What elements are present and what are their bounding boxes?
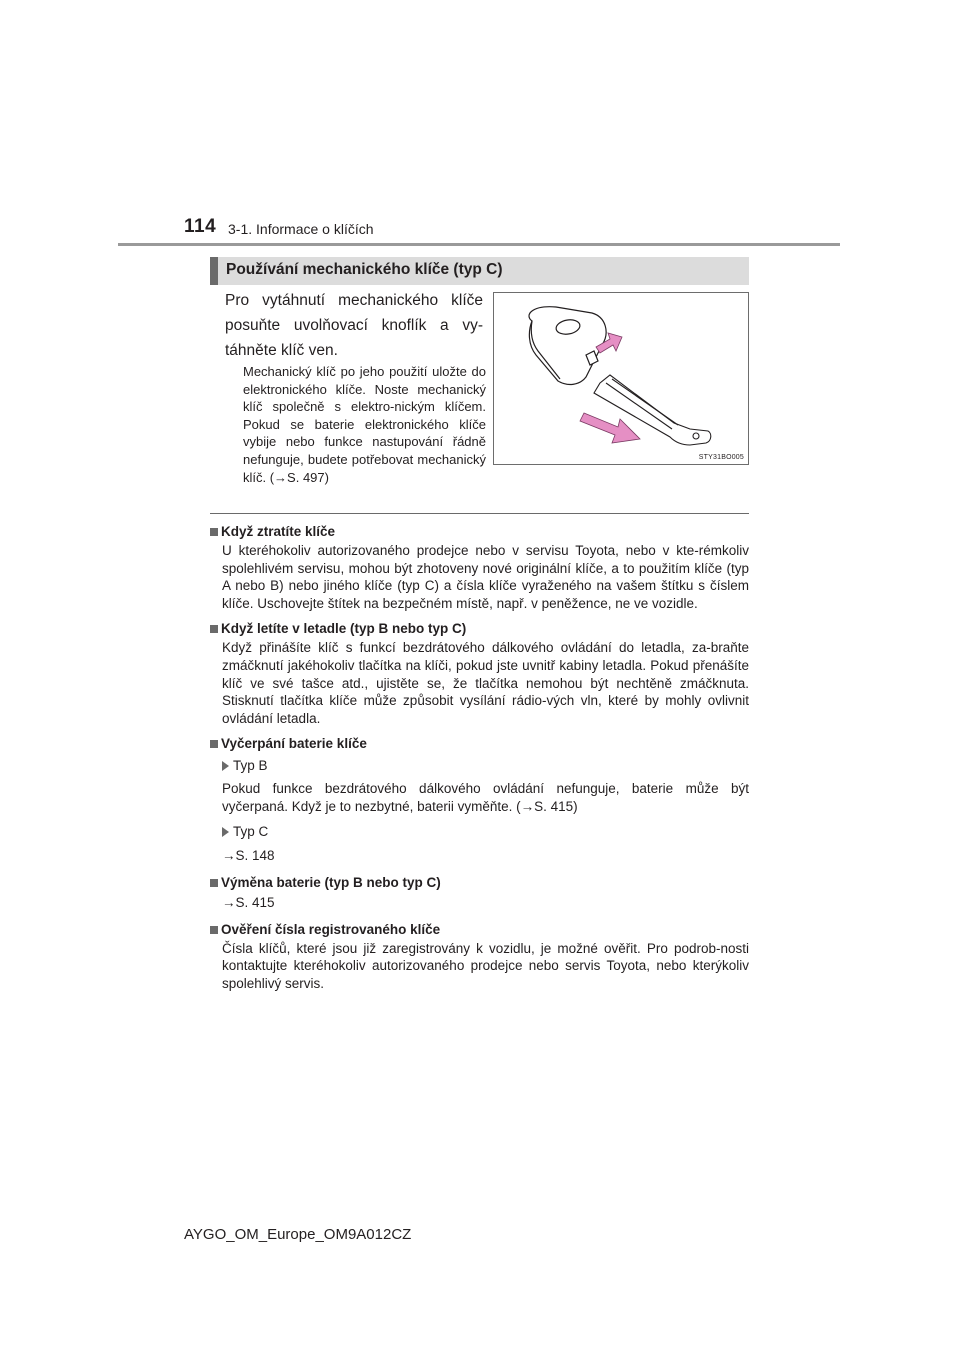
sub-label-type-b: Typ B	[233, 758, 268, 774]
item-reference[interactable]: →S. 415	[222, 894, 275, 910]
item-battery-depletion	[210, 734, 749, 865]
item-title: Když ztratíte klíče	[221, 524, 336, 539]
page-number: 114	[184, 216, 217, 237]
item-key-number-check	[210, 920, 749, 993]
bullet-square-icon	[210, 926, 218, 934]
item-lost-keys	[210, 522, 749, 612]
pull-arrow-icon	[580, 413, 640, 443]
mechanical-key	[594, 375, 711, 445]
bullet-square-icon	[210, 879, 218, 887]
section-heading	[210, 257, 749, 285]
item-title: Výměna baterie (typ B nebo typ C)	[221, 874, 441, 890]
item-airplane	[210, 619, 749, 727]
section-divider	[210, 513, 749, 514]
content	[210, 519, 749, 992]
item-title: Ověření čísla registrovaného klíče	[221, 921, 441, 937]
key-fob	[529, 307, 606, 385]
footer-doc-id: AYGO_OM_Europe_OM9A012CZ	[184, 1226, 412, 1243]
header-rule	[118, 243, 840, 246]
item-reference[interactable]: →S. 148	[222, 847, 275, 863]
item-paragraph: Když přinášíte klíč s funkcí bezdrátového dálkového ovládání do letadla, za-braňte zmáčknutí jakéhokoliv tlačítka na klíči, pokud jste uvnitř kabiny letadla. Pokud přenášíte klíč ve své tašce atd., ujistěte se, že tlačítka nemohou být nechtěně zmáčknuta. Stisknutí tlačítka klíče může způsobit vysílání rádio-vých vln, které by mohly ovlivnit ovládání letadla.	[222, 640, 749, 726]
intro-note: Mechanický klíč po jeho použití uložte do elektronického klíče. Noste mechanický klíč společně s elektro-nickým klíčem. Pokud se baterie elektronického klíče vybije nebo funkce nastupování řádně nefunguje, budete potřebovat mechanický klíč. (→S. 497)	[243, 364, 486, 485]
triangle-bullet-icon	[222, 761, 229, 771]
sub-label-type-c: Typ C	[233, 823, 269, 839]
bullet-square-icon	[210, 740, 218, 748]
item-title: Když letíte v letadle (typ B nebo typ C)	[221, 621, 467, 637]
bullet-square-icon	[210, 625, 218, 633]
bullet-square-icon	[210, 528, 218, 536]
section-title: Používání mechanického klíče (typ C)	[226, 261, 503, 278]
item-battery-replacement	[210, 873, 749, 913]
item-paragraph: Pokud funkce bezdrátového dálkového ovládání nefunguje, baterie může být vyčerpaná. Když je to nezbytné, baterii vyměňte. (→S. 415)	[222, 781, 749, 814]
intro-text: Pro vytáhnutí mechanického klíče posuňte uvolňovací knoflík a vy-táhněte klíč ven.	[225, 292, 483, 359]
item-title: Vyčerpání baterie klíče	[221, 736, 367, 752]
key-illustration	[494, 293, 750, 466]
chapter-title: 3-1. Informace o klíčích	[228, 221, 374, 237]
key-figure	[493, 292, 749, 465]
item-paragraph: Čísla klíčů, které jsou již zaregistrovány k vozidlu, je možné ověřit. Pro podrob-nosti kontaktujte kteréhokoliv autorizovaného prodejce nebo servis Toyota, nebo kterýkoliv spolehlivý servis.	[222, 940, 749, 991]
item-paragraph: U kteréhokoliv autorizovaného prodejce nebo v servisu Toyota, nebo v kte-rémkoliv spolehlivém servisu, mohou být zhotoveny nové originální klíče, a to použitím klíče (typ A nebo B) nebo jiného klíče (typ C) a čísla klíče vyraženého na vašem štítku s číslem klíče. Uschovejte štítek na bezpečném místě, např. v peněžence, ne ve vozidle.	[222, 543, 749, 611]
triangle-bullet-icon	[222, 827, 229, 837]
figure-code: STY31BO005	[698, 454, 744, 461]
